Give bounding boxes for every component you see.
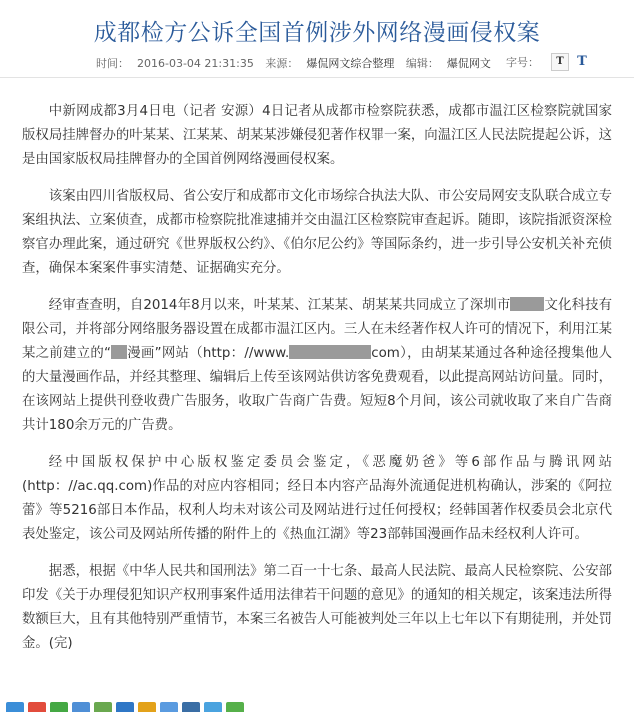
share-icon[interactable] <box>116 702 134 712</box>
share-icon[interactable] <box>50 702 68 712</box>
paragraph-3-part-4: com），由胡某某通过各种途径搜集他人的大量漫画作品，并经其整理、编辑后上传至该网站供访客免费观看，以此提高网站访问量。同时，在该网站上提供刊登收费广告服务，收取广告商广告费。短短8个月间，该公司就收取了来自广告商共计180余万元的广告费。 <box>22 346 612 433</box>
time-label: 时间： <box>96 57 129 70</box>
share-icon[interactable] <box>182 702 200 712</box>
paragraph-5: 据悉，根据《中华人民共和国刑法》第二百一十七条、最高人民法院、最高人民检察院、公安部印发《关于办理侵犯知识产权刑事案件适用法律若干问题的意见》的通知的相关规定，该案违法所得数额巨大，且有其他特别严重情节，本案三名被告人可能被判处三年以上七年以下有期徒刑，并处罚金。(完) <box>22 564 612 651</box>
share-icon[interactable] <box>6 702 24 712</box>
source-name[interactable]: 爆侃网文综合整理 <box>306 57 395 70</box>
source-label: 来源： <box>265 57 299 70</box>
share-icon[interactable] <box>72 702 90 712</box>
paragraph-3-part-2: 文化科技有限公司，并将部分网络服务器设置在成都市温江区内。三人在未经著作权人许可的情况下，利用江某某之前建立的“ <box>22 298 612 361</box>
paragraph-3-part-1: 经审查查明，自2014年8月以来，叶某某、江某某、胡某某共同成立了深圳市 <box>48 298 511 313</box>
share-icon[interactable] <box>138 702 156 712</box>
font-large-button[interactable]: T <box>577 54 587 69</box>
share-icon[interactable] <box>226 702 244 712</box>
paragraph-4: 经中国版权保护中心版权鉴定委员会鉴定，《恶魔奶爸》等6部作品与腾讯网站(http：//ac.qq.com)作品的对应内容相同；经日本内容产品海外流通促进机构确认，涉案的《阿拉蕾》等5216部日本作品，权利人均未对该公司及网站进行过任何授权；经韩国著作权委员会北京代表处鉴定，该公司及网站所传播的附件上的《热血江湖》等23部韩国漫画作品未经权利人许可。 <box>22 455 612 542</box>
share-icon[interactable] <box>160 702 178 712</box>
header-divider <box>0 77 634 78</box>
share-icon[interactable] <box>94 702 112 712</box>
editor-name: 爆侃网文 <box>446 57 491 70</box>
paragraph-3 <box>22 294 612 438</box>
share-icon[interactable] <box>204 702 222 712</box>
article-body <box>22 100 612 669</box>
redaction-block <box>289 345 371 359</box>
share-bar <box>6 702 248 712</box>
font-size-control <box>506 53 595 71</box>
editor-label: 编辑： <box>405 57 439 70</box>
share-icon[interactable] <box>28 702 46 712</box>
article-meta <box>0 55 634 73</box>
font-small-button[interactable]: T <box>551 53 569 71</box>
publish-time: 2016-03-04 21:31:35 <box>137 57 254 70</box>
redaction-block <box>510 297 544 311</box>
font-size-label: 字号： <box>506 56 539 69</box>
meta-info <box>96 55 499 71</box>
redaction-block <box>111 345 127 359</box>
paragraph-1: 中新网成都3月4日电（记者 安源）4日记者从成都市检察院获悉，成都市温江区检察院就国家版权局挂牌督办的叶某某、江某某、胡某某涉嫌侵犯著作权罪一案，向温江区人民法院提起公诉，这是由国家版权局挂牌督办的全国首例网络漫画侵权案。 <box>22 104 612 167</box>
paragraph-3-part-3: 漫画”网站（http：//www. <box>127 346 290 361</box>
paragraph-2: 该案由四川省版权局、省公安厅和成都市文化市场综合执法大队、市公安局网安支队联合成立专案组执法、立案侦查，成都市检察院批准逮捕并交由温江区检察院审查起诉。随即，该院指派资深检察官办理此案，通过研究《世界版权公约》、《伯尔尼公约》等国际条约，进一步引导公安机关补充侦查，确保本案案件事实清楚、证据确实充分。 <box>22 189 612 276</box>
article-title: 成都检方公诉全国首例涉外网络漫画侵权案 <box>93 20 541 46</box>
